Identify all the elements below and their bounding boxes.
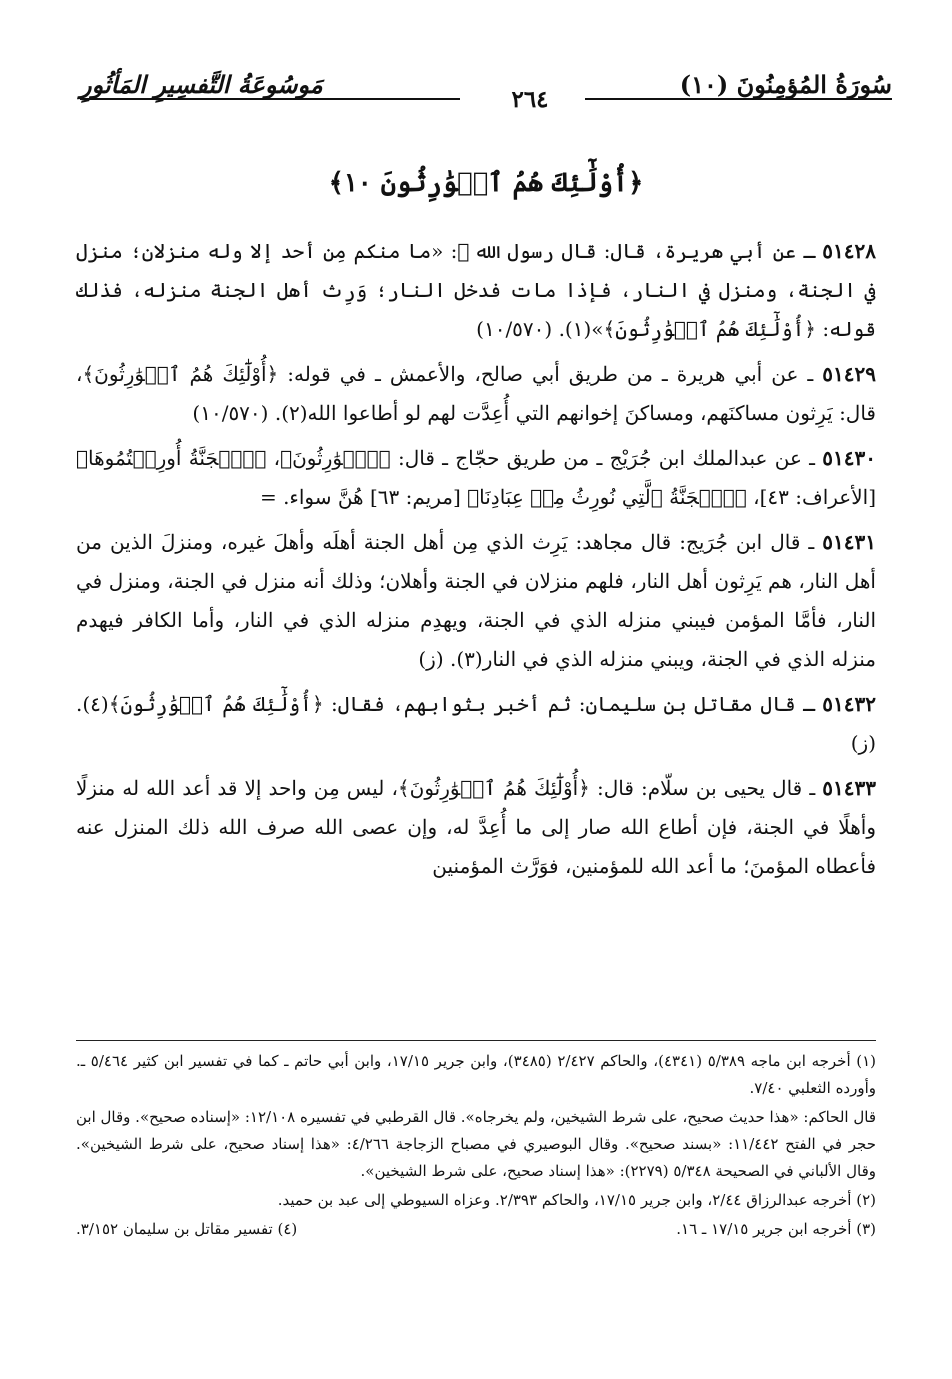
- entry-text: ـ عن عبدالملك ابن جُرَيْج ـ من طريق حجّاج ـ قال: ﴿ٱلۡوَٰرِثُونَ﴾، ﴿ٱلۡجَنَّةُ أُورِثۡتُمُوهَا﴾ [الأعراف: ٤٣]، ﴿ٱلۡجَنَّةُ ٱلَّتِي نُورِثُ مِنۡ عِبَادِنَا﴾ [مريم: ٦٣] هُنَّ سواء. =: [76, 446, 876, 509]
- surah-title: سُورَةُ المُؤمِنُونَ (١٠): [679, 70, 892, 99]
- entry: [76, 685, 876, 763]
- footnotes: [76, 1048, 876, 1245]
- book-title: مَوسُوعَةُ التَّفسِيرِ المَأثُورِ: [80, 70, 323, 99]
- entry: [76, 232, 876, 349]
- entry-number: ٥١٤٢٩: [822, 362, 876, 386]
- entry: [76, 523, 876, 679]
- footnote: (٢) أخرجه عبدالرزاق ٢/٤٤، وابن جرير ١٧/١٥، والحاكم ٢/٣٩٣. وعزاه السيوطي إلى عبد بن حميد.: [277, 1191, 876, 1209]
- footnote-4: (٤) تفسير مقاتل بن سليمان ٣/١٥٢.: [76, 1220, 298, 1238]
- entry-text: ـ عن أبي هريرة، قال: قال رسول الله ﷺ: «ما منكم مِن أحد إلا وله منزلان؛ منزل في الجنة، ومنزل في النار، فإذا مات فدخل النار؛ وَرِث أهل الجنة منزله، فذلك قوله: ﴿أُوْلَٰٓئِكَ هُمُ ٱلۡوَٰرِثُونَ﴾»(١). (١٠/٥٧٠): [76, 239, 876, 341]
- footnote-divider: [76, 1040, 876, 1041]
- entry: [76, 769, 876, 886]
- entry-number: ٥١٤٣٢: [822, 692, 876, 716]
- footnote: قال الحاكم: «هذا حديث صحيح، على شرط الشيخين، ولم يخرجاه». قال القرطبي في تفسيره ١٢/١٠٨: «إسناده صحيح». وقال ابن حجر في الفتح ١١/٤٤٢: «بسند صحيح». وقال البوصيري في مصباح الزجاجة ٤/٢٦٦: «هذا إسناد صحيح، على شرط الشيخين». وقال الألباني في الصحيحة ٥/٣٤٨ (٢٢٧٩): «هذا إسناد صحيح، على شرط الشيخين».: [76, 1108, 876, 1180]
- entry-text: ـ قال يحيى بن سلّام: قال: ﴿أُوْلَٰٓئِكَ هُمُ ٱلۡوَٰرِثُونَ﴾، ليس مِن واحد إلا قد أعد الله له منزلًا وأهلًا في الجنة، فإن أطاع الله صار إلى ما أُعِدَّ له، وإن عصى الله صرف الله ذلك المنزل عنه فأعطاه المؤمنَ؛ ما أعد الله للمؤمنين، فوَرَّث المؤمنين: [76, 776, 876, 878]
- entry: [76, 439, 876, 517]
- entry-number: ٥١٤٢٨: [822, 239, 876, 263]
- entry-text: ـ عن أبي هريرة ـ من طريق أبي صالح، والأعمش ـ في قوله: ﴿أُوْلَٰٓئِكَ هُمُ ٱلۡوَٰرِثُونَ﴾، قال: يَرِثون مساكنَهم، ومساكنَ إخوانهم التي أُعِدَّت لهم لو أطاعوا الله(٢). (١٠/٥٧٠): [76, 362, 876, 425]
- page-number: ٢٦٤: [475, 86, 585, 113]
- entry-number: ٥١٤٣١: [822, 530, 876, 554]
- entry-number: ٥١٤٣٠: [822, 446, 876, 470]
- running-header: [80, 64, 892, 116]
- footnote-row: [76, 1216, 876, 1243]
- footnote: (١) أخرجه ابن ماجه ٥/٣٨٩ (٤٣٤١)، والحاكم ٢/٤٢٧ (٣٤٨٥)، وابن جرير ١٧/١٥، وابن أبي حاتم ـ كما في تفسير ابن كثير ٥/٤٦٤ ـ. وأورده الثعلبي ٧/٤٠.: [76, 1052, 877, 1097]
- entry: [76, 355, 876, 433]
- entry-text: ـ قال مقاتل بن سليمان: ثم أخبر بثوابهم، فقال: ﴿أُوْلَٰٓئِكَ هُمُ ٱلۡوَٰرِثُونَ﴾(٤). (ز): [76, 692, 876, 755]
- header-rule-right: [582, 98, 892, 100]
- entry-text: ـ قال ابن جُرَيج: قال مجاهد: يَرِث الذي مِن أهل الجنة أهلَه وأهلَ غيره، ومنزلَ الذين من أهل النار، هم يَرِثون أهل النار، فلهم منزلان في الجنة وأهلان؛ وذلك أنه منزل في الجنة، ومنزل في النار، فأمَّا المؤمن فيبني منزله الذي في الجنة، ويهدِم منزله الذي في النار، وأما الكافر فيهدم منزله الذي في الجنة، ويبني منزله الذي في النار(٣). (ز): [76, 530, 876, 671]
- commentary-body: [76, 232, 876, 892]
- footnote-3: (٣) أخرجه ابن جرير ١٧/١٥ ـ ١٦.: [676, 1220, 876, 1238]
- entry-number: ٥١٤٣٣: [822, 776, 876, 800]
- verse-heading: ﴿أُوْلَٰٓئِكَ هُمُ ٱلۡوَٰرِثُونَ ١٠﴾: [328, 168, 644, 198]
